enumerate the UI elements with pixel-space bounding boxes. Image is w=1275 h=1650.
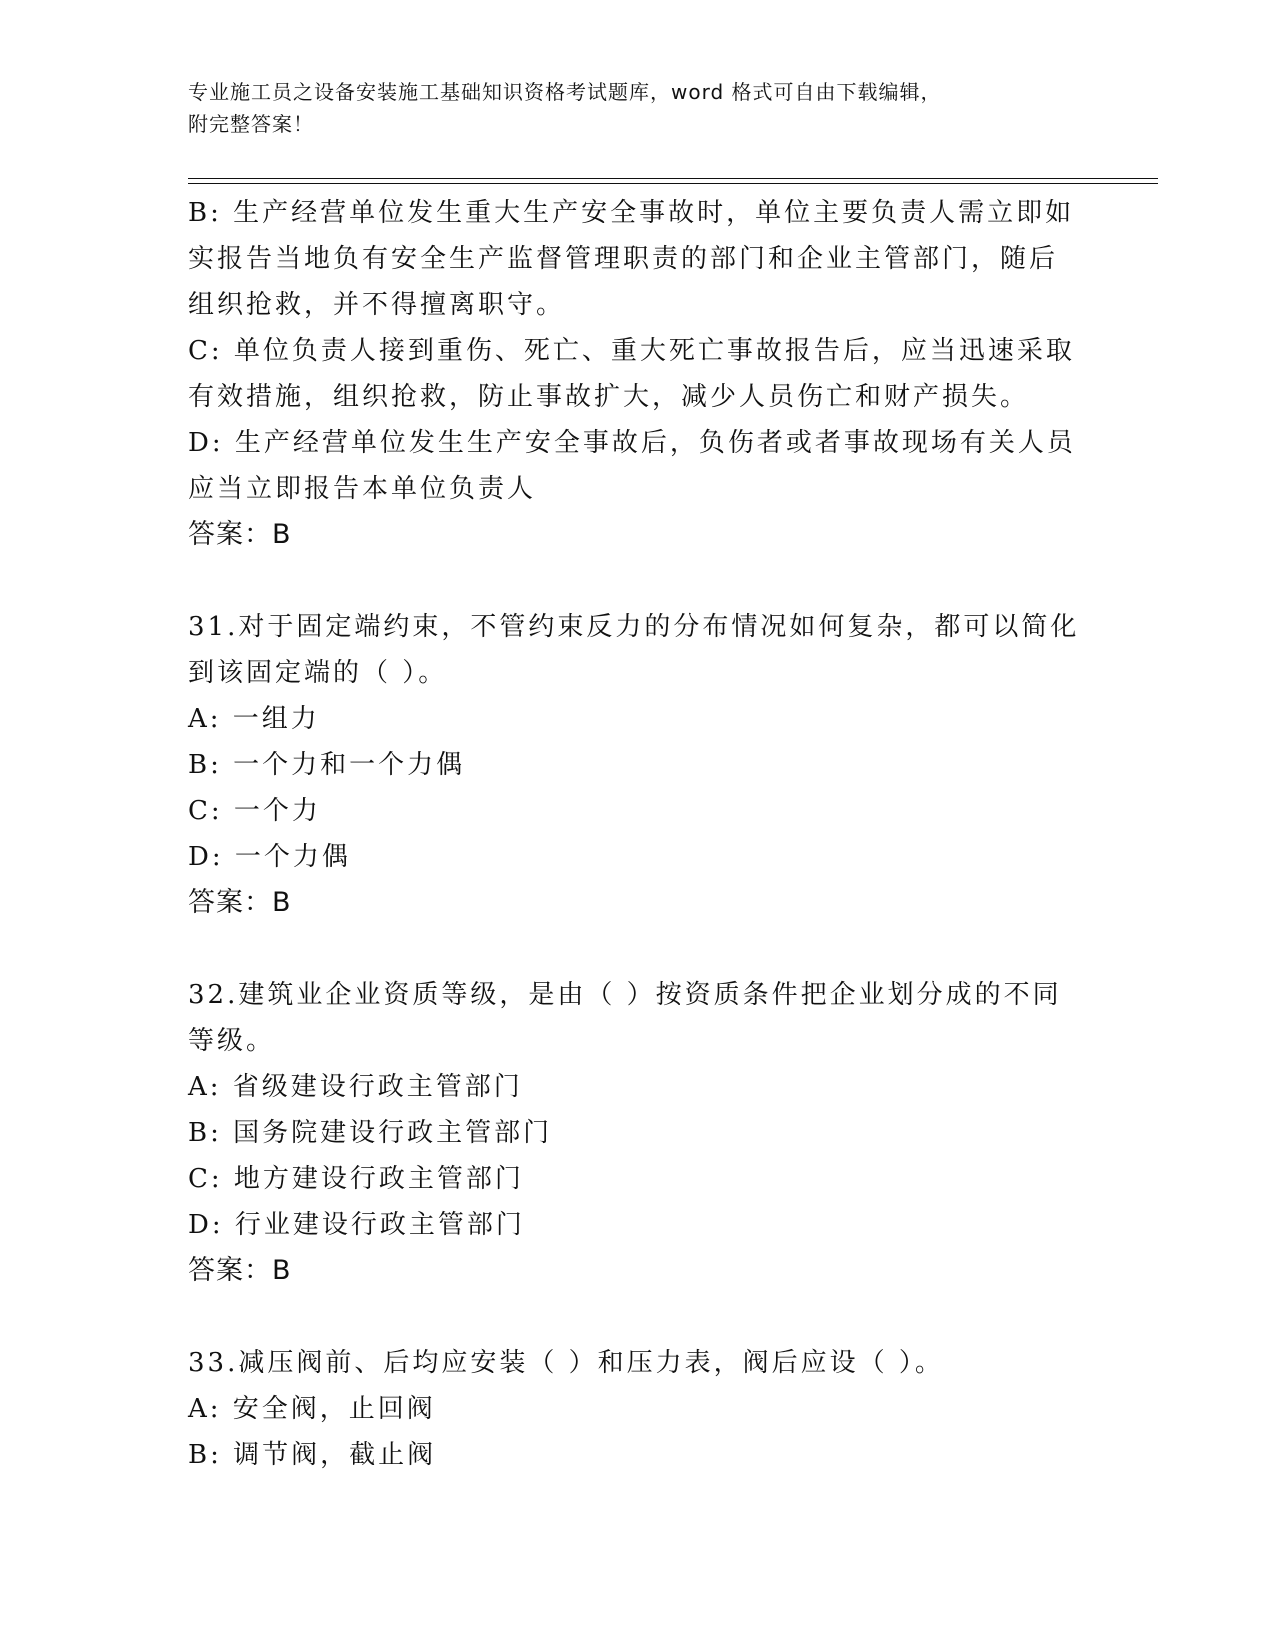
question-31 bbox=[188, 604, 1088, 926]
document-body bbox=[188, 190, 1088, 1478]
q33-option-a: A: 安全阀，止回阀 bbox=[188, 1394, 436, 1424]
q30-option-d-line-2: 应当立即报告本单位负责人 bbox=[188, 474, 537, 504]
q30-option-d-line-1: D: 生产经营单位发生生产安全事故后，负伤者或者事故现场有关人员 bbox=[188, 428, 1076, 458]
question-32 bbox=[188, 972, 1088, 1294]
question-33 bbox=[188, 1340, 1088, 1478]
spacer bbox=[188, 558, 1088, 604]
q31-option-a: A: 一组力 bbox=[188, 704, 320, 734]
header-line-1: 专业施工员之设备安装施工基础知识资格考试题库，word 格式可自由下载编辑， bbox=[188, 80, 942, 104]
q32-stem-line-2: 等级。 bbox=[188, 1026, 276, 1056]
q31-option-d: D: 一个力偶 bbox=[188, 842, 351, 872]
q30-option-c-line-1: C: 单位负责人接到重伤、死亡、重大死亡事故报告后，应当迅速采取 bbox=[188, 336, 1075, 366]
q30-option-b-line-1: B: 生产经营单位发生重大生产安全事故时，单位主要负责人需立即如 bbox=[188, 198, 1075, 228]
q30-option-c-line-2: 有效措施，组织抢救，防止事故扩大，减少人员伤亡和财产损失。 bbox=[188, 382, 1030, 412]
header-divider-top bbox=[188, 178, 1158, 179]
q32-option-d: D: 行业建设行政主管部门 bbox=[188, 1210, 525, 1240]
q31-answer: 答案：B bbox=[188, 887, 292, 918]
q30-option-b-line-3: 组织抢救，并不得擅离职守。 bbox=[188, 290, 566, 320]
q30-option-b-line-2: 实报告当地负有安全生产监督管理职责的部门和企业主管部门，随后 bbox=[188, 244, 1059, 274]
spacer bbox=[188, 1294, 1088, 1340]
q32-option-a: A: 省级建设行政主管部门 bbox=[188, 1072, 523, 1102]
q31-stem-line-1: 31.对于固定端约束，不管约束反力的分布情况如何复杂，都可以简化 bbox=[188, 612, 1080, 642]
q33-stem-line-1: 33.减压阀前、后均应安装（ ）和压力表，阀后应设（ ）。 bbox=[188, 1348, 944, 1378]
document-header bbox=[188, 76, 1088, 140]
header-line-2: 附完整答案！ bbox=[188, 112, 314, 136]
q32-answer: 答案：B bbox=[188, 1255, 292, 1286]
spacer bbox=[188, 926, 1088, 972]
q31-option-b: B: 一个力和一个力偶 bbox=[188, 750, 466, 780]
header-divider-bottom bbox=[188, 183, 1158, 184]
q32-option-b: B: 国务院建设行政主管部门 bbox=[188, 1118, 553, 1148]
q31-stem-line-2: 到该固定端的（ ）。 bbox=[188, 658, 448, 688]
question-30 bbox=[188, 190, 1088, 558]
q33-option-b: B: 调节阀，截止阀 bbox=[188, 1440, 437, 1470]
q30-answer: 答案：B bbox=[188, 519, 292, 550]
q32-option-c: C: 地方建设行政主管部门 bbox=[188, 1164, 524, 1194]
q32-stem-line-1: 32.建筑业企业资质等级，是由（ ）按资质条件把企业划分成的不同 bbox=[188, 980, 1062, 1010]
q31-option-c: C: 一个力 bbox=[188, 796, 321, 826]
